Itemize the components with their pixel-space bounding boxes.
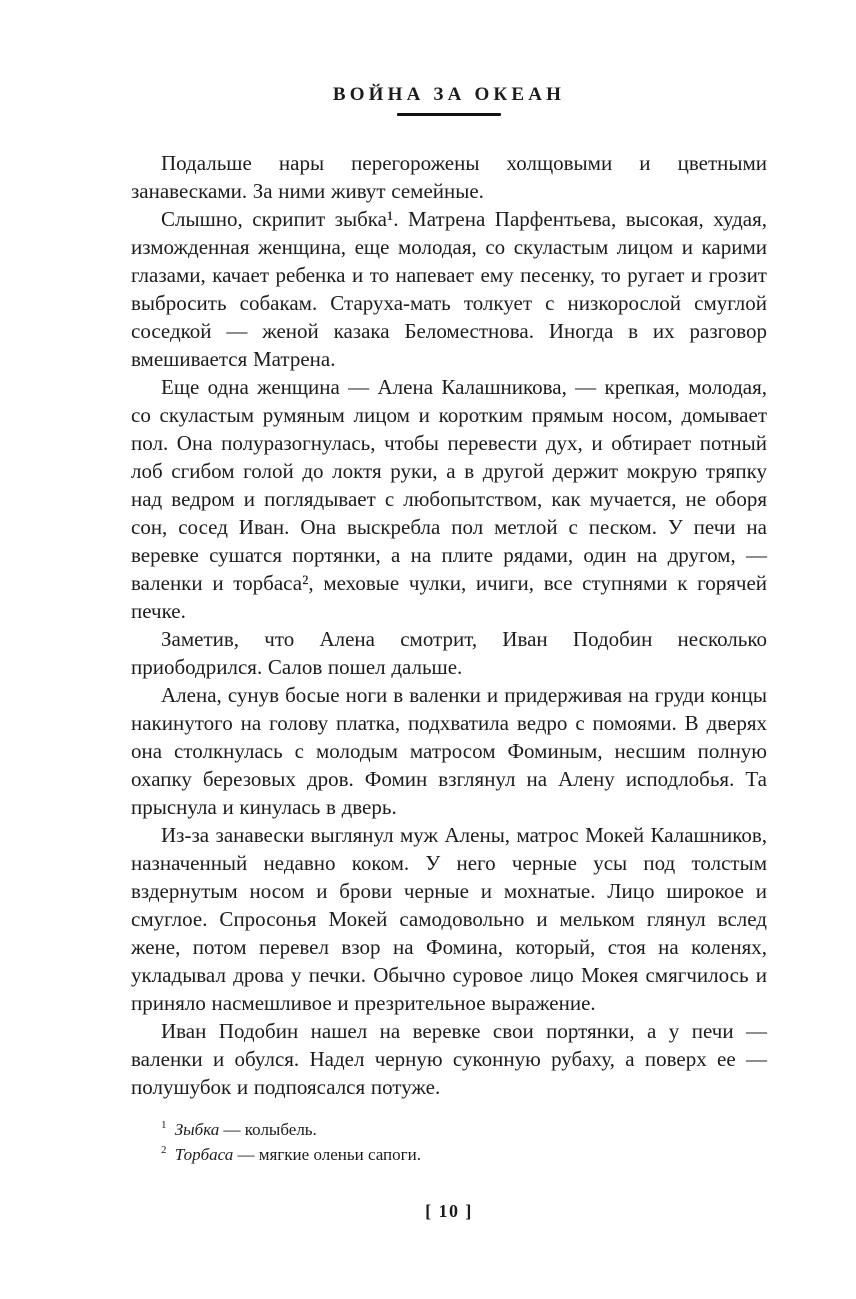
footnote-text: — колыбель. (223, 1120, 317, 1139)
header-rule (397, 113, 501, 116)
paragraph: Слышно, скрипит зыбка¹. Матрена Парфентьева, высокая, худая, изможденная женщина, еще молодая, со скуластым лицом и карими глазами, качает ребенка и то напевает ему песенку, то ругает и грозит выбросить собакам. Старуха-мать толкует с низкорослой смуглой соседкой — женой казака Беломестнова. Иногда в их разговор вмешивается Матрена. (131, 207, 767, 371)
paragraph: Еще одна женщина — Алена Калашникова, — крепкая, молодая, со скуластым румяным лицом и коротким прямым носом, домывает пол. Она полуразогнулась, чтобы перевести дух, и обтирает потный лоб сгибом голой до локтя руки, а в другой держит мокрую тряпку над ведром и поглядывает с любопытством, как мучается, не оборя сон, сосед Иван. Она выскребла пол метлой с песком. У печи на веревке сушатся портянки, а на плите рядами, один на другом, — валенки и торбаса², меховые чулки, ичиги, все ступнями к горячей печке. (131, 375, 767, 623)
body-text (131, 149, 767, 1101)
footnote (131, 1117, 767, 1142)
footnotes-block (131, 1117, 767, 1167)
footnote-text: — мягкие оленьи сапоги. (237, 1145, 421, 1164)
page-number: [ 10 ] (425, 1201, 473, 1221)
footnote-marker: 1 (161, 1119, 167, 1132)
paragraph: Иван Подобин нашел на веревке свои портянки, а у печи — валенки и обулся. Надел черную суконную рубаху, а поверх ее — полушубок и подпоясался потуже. (131, 1019, 767, 1099)
paragraph: Заметив, что Алена смотрит, Иван Подобин несколько приободрился. Салов пошел дальше. (131, 627, 767, 679)
page-content (131, 84, 767, 1222)
footnote-marker: 2 (161, 1144, 167, 1157)
footnote-term: Торбаса (174, 1145, 234, 1164)
running-head-title: ВОЙНА ЗА ОКЕАН (332, 84, 566, 105)
paragraph: Подальше нары перегорожены холщовыми и цветными занавесками. За ними живут семейные. (131, 151, 767, 203)
paragraph: Алена, сунув босые ноги в валенки и придерживая на груди концы накинутого на голову платка, подхватила ведро с помоями. В дверях она столкнулась с молодым матросом Фоминым, несшим полную охапку березовых дров. Фомин взглянул на Алену исподлобья. Та прыснула и кинулась в дверь. (131, 683, 767, 819)
paragraph: Из-за занавески выглянул муж Алены, матрос Мокей Калашников, назначенный недавно коком. У него черные усы под толстым вздернутым носом и брови черные и мохнатые. Лицо широкое и смуглое. Спросонья Мокей самодовольно и мельком глянул вслед жене, потом перевел взор на Фомина, который, стоя на коленях, укладывал дрова у печки. Обычно суровое лицо Мокея смягчилось и приняло насмешливое и презрительное выражение. (131, 823, 767, 1015)
footnote-term: Зыбка (174, 1120, 220, 1139)
footnote (131, 1142, 767, 1167)
